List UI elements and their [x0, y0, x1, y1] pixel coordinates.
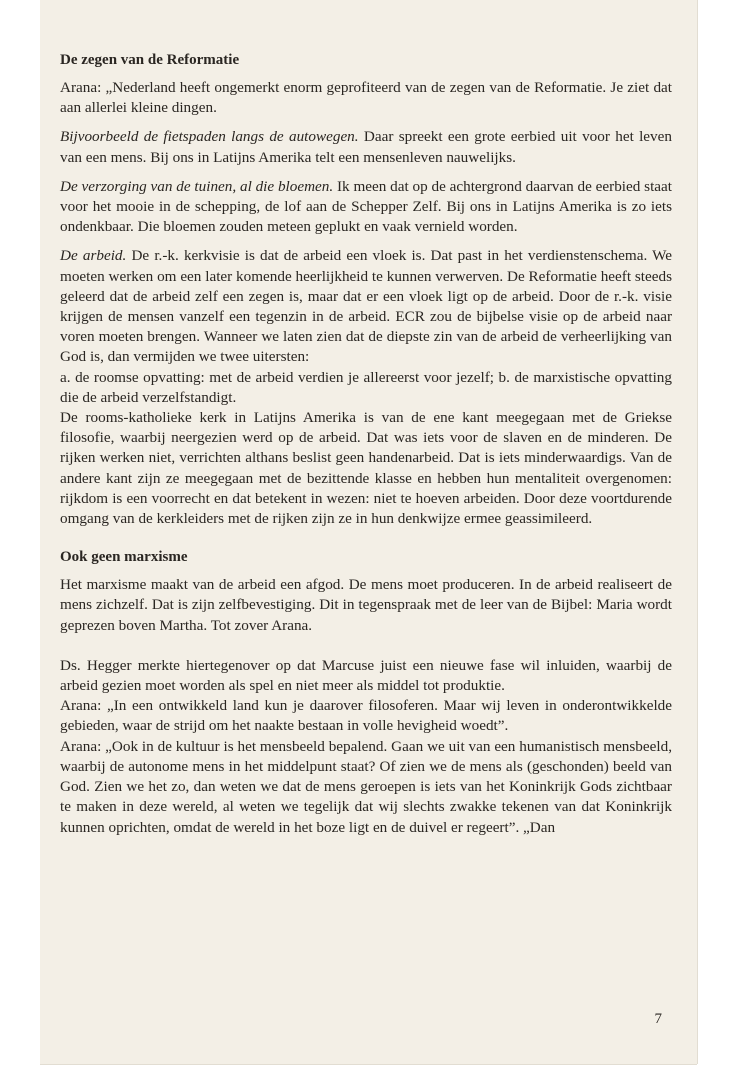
paragraph: [60, 246, 672, 367]
paragraph-text: De r.-k. kerkvisie is dat de arbeid een vloek is. Dat past in het verdienstenschema. We moeten werken om een later komende heerlijkheid te kunnen verwerven. De Reformatie heeft steeds geleerd dat de arbeid zelf een zegen is, maar dat er een vloek ligt op de arbeid. Door de r.-k. visie krijgen de mensen vanzelf een tegenzin in de arbeid. ECR zou de bijbelse visie op de arbeid naar voren moeten brengen. Wanneer we laten zien dat de diepste zin van de arbeid de verheerlijking van God is, dan vermijden we twee uitersten:: [60, 247, 672, 366]
paragraph: De rooms-katholieke kerk in Latijns Amerika is van de ene kant meegegaan met de Griekse filosofie, waarbij neergezien werd op de arbeid. Dat was iets voor de slaven en de minderen. De rijken werken niet, verrichten althans beslist geen handenarbeid. Dat is iets minderwaardigs. Van de andere kant zijn ze meegegaan met de bezittende klasse en hebben hun mentaliteit overgenomen: rijkdom is een voorrecht en dat betekent in wezen: niet te hoeven arbeiden. Door deze voortdurende omgang van de kerkleiders met de rijken zijn ze in hun denkwijze ermee geassimileerd.: [60, 409, 672, 528]
paragraph: a. de roomse opvatting: met de arbeid verdien je allereerst voor jezelf; b. de marxistische opvatting die de arbeid verzelfstandigt.: [60, 368, 672, 406]
section-heading-reformatie: De zegen van de Reformatie: [60, 52, 240, 68]
paragraph: [60, 127, 672, 167]
paragraph-text: Ik meen dat op de achtergrond daarvan de eerbied staat voor het mooie in de schepping, de lof aan de Schepper Zelf. Bij ons in Latijns Amerika is zo iets ondenkbaar. Die bloemen zouden meteen geplukt en vaak vernield worden.: [60, 177, 672, 236]
paragraph: Arana: „Nederland heeft ongemerkt enorm geprofiteerd van de zegen van de Reformatie. Je ziet dat aan allerlei kleine dingen.: [60, 79, 672, 117]
page-number: 7: [654, 1011, 662, 1027]
paragraph: [60, 177, 672, 238]
paragraph: Arana: „Ook in de kultuur is het mensbeeld bepalend. Gaan we uit van een humanistisch mensbeeld, waarbij de autonome mens in het middelpunt staat? Of zien we de mens als (geschonden) beeld van God. Zien we het zo, dan weten we dat de mens geroepen is iets van het Koninkrijk Gods zichtbaar te maken in deze wereld, al weten we tegelijk dat wij slechts zwakke tekenen van dat Koninkrijk kunnen oprichten, omdat de wereld in het boze ligt en de duivel er regeert”. „Dan: [60, 737, 672, 836]
page-content: [60, 50, 672, 838]
paragraph: Het marxisme maakt van de arbeid een afgod. De mens moet produceren. In de arbeid realiseert de mens zichzelf. Dat is zijn zelfbevestiging. Dit in tegenspraak met de leer van de Bijbel: Maria wordt geprezen boven Martha. Tot zover Arana.: [60, 576, 672, 634]
paragraph: Ds. Hegger merkte hiertegenover op dat Marcuse juist een nieuwe fase wil inluiden, waarbij de arbeid gezien moet worden als spel en niet meer als middel tot produktie.: [60, 656, 672, 695]
section-heading-marxisme: Ook geen marxisme: [60, 549, 188, 566]
paragraph: Arana: „In een ontwikkeld land kun je daarover filosoferen. Maar wij leven in onderontwikkelde gebieden, waar de strijd om het naakte bestaan in volle hevigheid woedt”.: [60, 697, 672, 735]
book-page: [40, 0, 697, 1064]
italic-lead: De arbeid.: [60, 247, 127, 265]
paragraph-text: Daar spreekt een grote eerbied uit voor het leven van een mens. Bij ons in Latijns Amerika telt een mensenleven nauwelijks.: [60, 128, 672, 166]
italic-lead: Bijvoorbeeld de fietspaden langs de autowegen.: [60, 128, 359, 146]
italic-lead: De verzorging van de tuinen, al die bloemen.: [60, 177, 334, 195]
